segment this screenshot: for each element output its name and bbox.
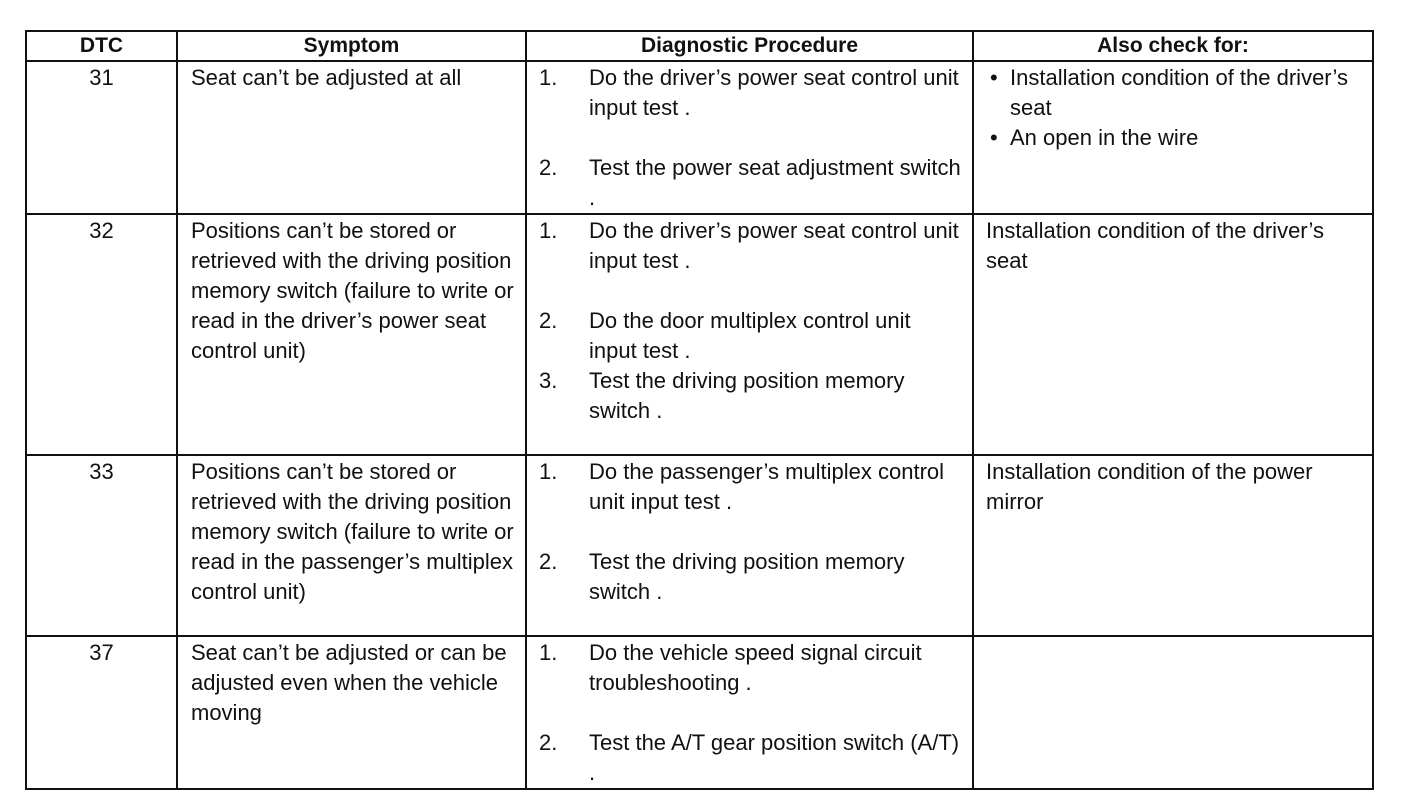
bullet-icon: • [990, 125, 998, 150]
procedure-steps [526, 214, 973, 455]
dtc-code: 33 [26, 455, 177, 636]
procedure-steps [526, 61, 973, 214]
procedure-step [539, 366, 964, 426]
also-check-text: An open in the wire [1010, 125, 1199, 150]
symptom-text: Seat can’t be adjusted at all [177, 61, 526, 214]
also-check-text: Installation condition of the power mirror [973, 455, 1373, 636]
dtc-code: 31 [26, 61, 177, 214]
step-text: Test the power seat adjustment switch . [589, 155, 961, 210]
step-text: Test the driving position memory switch . [589, 368, 905, 423]
table-header-row [26, 31, 1373, 61]
step-number: 2. [539, 308, 558, 333]
procedure-step [539, 547, 964, 607]
procedure-step [539, 457, 964, 517]
procedure-step [539, 306, 964, 366]
procedure-step [539, 153, 964, 213]
procedure-step [539, 216, 964, 276]
also-check-item [986, 123, 1364, 153]
also-check-text: Installation condition of the driver’s seat [973, 214, 1373, 455]
table-row [26, 61, 1373, 214]
dtc-troubleshooting-table [25, 30, 1374, 790]
table-row [26, 636, 1373, 789]
dtc-code: 32 [26, 214, 177, 455]
step-text: Do the door multiplex control unit input test . [589, 308, 911, 363]
also-check-list [973, 61, 1373, 214]
step-text: Do the passenger’s multiplex control unit input test . [589, 459, 945, 514]
table-row [26, 455, 1373, 636]
symptom-text: Seat can’t be adjusted or can be adjusted even when the vehicle moving [177, 636, 526, 789]
table-row [26, 214, 1373, 455]
step-number: 1. [539, 459, 558, 484]
procedure-step [539, 638, 964, 698]
also-check-item [986, 63, 1364, 123]
step-text: Do the driver’s power seat control unit input test . [589, 65, 959, 120]
step-number: 1. [539, 218, 558, 243]
step-number: 2. [539, 549, 558, 574]
symptom-text: Positions can’t be stored or retrieved with the driving position memory switch (failure to write or read in the driver’s power seat control unit) [177, 214, 526, 455]
also-check-text [973, 636, 1373, 789]
step-number: 2. [539, 730, 558, 755]
header-diagnostic-procedure: Diagnostic Procedure [526, 31, 973, 61]
step-text: Do the driver’s power seat control unit input test . [589, 218, 959, 273]
step-number: 2. [539, 155, 558, 180]
also-check-text: Installation condition of the driver’s seat [1010, 65, 1348, 120]
step-text: Test the A/T gear position switch (A/T) . [589, 730, 960, 785]
procedure-steps [526, 636, 973, 789]
procedure-steps [526, 455, 973, 636]
header-symptom: Symptom [177, 31, 526, 61]
procedure-step [539, 728, 964, 788]
step-text: Test the driving position memory switch . [589, 549, 905, 604]
symptom-text: Positions can’t be stored or retrieved with the driving position memory switch (failure to write or read in the passenger’s multiplex control unit) [177, 455, 526, 636]
step-text: Do the vehicle speed signal circuit troubleshooting . [589, 640, 922, 695]
step-number: 1. [539, 65, 558, 90]
step-number: 3. [539, 368, 558, 393]
bullet-icon: • [990, 65, 998, 90]
procedure-step [539, 63, 964, 123]
header-also-check: Also check for: [973, 31, 1373, 61]
header-dtc: DTC [26, 31, 177, 61]
dtc-code: 37 [26, 636, 177, 789]
step-number: 1. [539, 640, 558, 665]
